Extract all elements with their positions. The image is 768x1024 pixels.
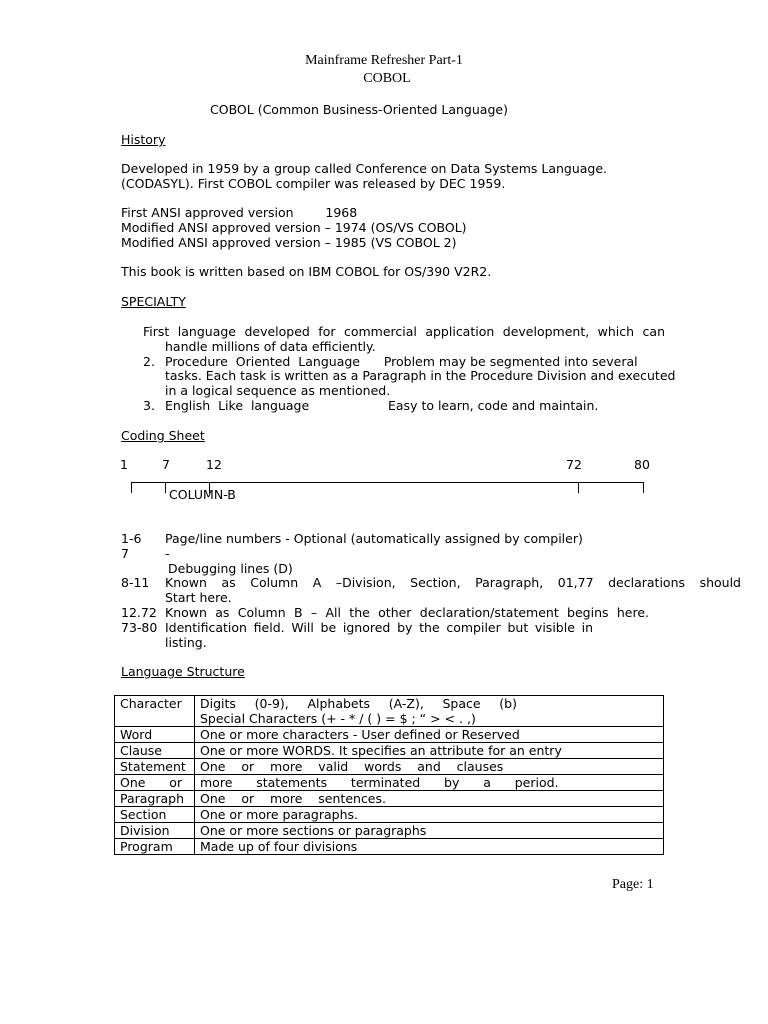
language-structure-table <box>114 695 664 855</box>
doc-subtitle: COBOL <box>363 71 411 86</box>
column-marker-7: 7 <box>162 457 170 472</box>
specialty-item-1-line-2: handle millions of data efficiently. <box>165 339 376 354</box>
definition-word: Alphabets <box>307 696 371 711</box>
entry-range: 73-80 <box>121 620 158 635</box>
entry-text: Known as Column B – All the other declaration/statement begins here. <box>165 605 649 620</box>
term-cell: Statement <box>115 759 195 775</box>
specialty-item-3-label: English Like language <box>165 398 310 413</box>
definition-cell: One or more WORDS. It specifies an attribute for an entry <box>195 743 664 759</box>
definition-cell: Made up of four divisions <box>195 839 664 855</box>
definition-cell: One or more sections or paragraphs <box>195 823 664 839</box>
ruler-tick-7 <box>165 482 166 493</box>
definition-cell: One or more characters - User defined or Reserved <box>195 727 664 743</box>
entry-text: - <box>165 546 170 561</box>
specialty-item-1-line-1: First language developed for commercial application development, which can <box>143 324 665 339</box>
term-cell: Word <box>115 727 195 743</box>
term-cell: Clause <box>115 743 195 759</box>
definition-word: (A-Z), <box>388 696 424 711</box>
column-marker-12: 12 <box>206 457 222 472</box>
term-cell: Character <box>115 696 195 727</box>
definition-line: Special Characters (+ - * / ( ) = $ ; “ > < . ,) <box>200 711 476 726</box>
term-cell: One or <box>115 775 195 791</box>
version-3: Modified ANSI approved version – 1985 (VS COBOL 2) <box>121 235 457 250</box>
coding-sheet-heading: Coding Sheet <box>121 428 205 443</box>
ruler-tick-1 <box>131 482 132 493</box>
definition-cell: One or more valid words and clauses <box>195 759 664 775</box>
table-row <box>115 743 664 759</box>
definition-cell <box>195 696 664 727</box>
table-row <box>115 791 664 807</box>
specialty-item-2-number: 2. <box>143 354 155 369</box>
entry-text: Start here. <box>165 590 232 605</box>
term-cell: Division <box>115 823 195 839</box>
definition-line <box>200 696 663 711</box>
page-number: Page: 1 <box>612 877 654 892</box>
specialty-item-3-desc: Easy to learn, code and maintain. <box>388 398 599 413</box>
version-1: First ANSI approved version 1968 <box>121 205 358 220</box>
definition-word: (0-9), <box>254 696 289 711</box>
table-row <box>115 775 664 791</box>
language-structure-heading: Language Structure <box>121 664 245 679</box>
entry-text: Known as Column A –Division, Section, Paragraph, 01,77 declarations should <box>165 575 741 590</box>
column-marker-72: 72 <box>566 457 582 472</box>
specialty-item-2-line-1: Procedure Oriented Language Problem may be segmented into several <box>165 354 638 369</box>
term-cell: Program <box>115 839 195 855</box>
doc-title: Mainframe Refresher Part-1 <box>305 53 463 68</box>
column-marker-1: 1 <box>120 457 128 472</box>
definition-word: Space <box>442 696 481 711</box>
entry-range: 7 <box>121 546 129 561</box>
intro-line: COBOL (Common Business-Oriented Language) <box>210 102 508 117</box>
table-row <box>115 839 664 855</box>
specialty-item-3-number: 3. <box>143 398 155 413</box>
ruler-tick-80 <box>643 482 644 493</box>
entry-text: listing. <box>165 635 207 650</box>
ruler-horizontal-line <box>131 482 644 483</box>
entry-text: Identification field. Will be ignored by the compiler but visible in <box>165 620 593 635</box>
specialty-item-2-line-3: in a logical sequence as mentioned. <box>165 383 391 398</box>
entry-text: Debugging lines (D) <box>168 561 293 576</box>
history-line-2: (CODASYL). First COBOL compiler was released by DEC 1959. <box>121 176 506 191</box>
entry-range: 8-11 <box>121 575 150 590</box>
definition-word: (b) <box>499 696 517 711</box>
history-heading: History <box>121 132 166 147</box>
term-cell: Paragraph <box>115 791 195 807</box>
column-b-label: COLUMN-B <box>169 487 236 502</box>
ruler-tick-72 <box>578 482 579 493</box>
term-cell: Section <box>115 807 195 823</box>
table-row <box>115 823 664 839</box>
version-2: Modified ANSI approved version – 1974 (OS/VS COBOL) <box>121 220 467 235</box>
history-line-1: Developed in 1959 by a group called Conference on Data Systems Language. <box>121 161 608 176</box>
table-row <box>115 696 664 727</box>
entry-range: 1-6 <box>121 531 142 546</box>
table-row <box>115 727 664 743</box>
table-row <box>115 759 664 775</box>
entry-text: Page/line numbers - Optional (automatically assigned by compiler) <box>165 531 583 546</box>
table-row <box>115 807 664 823</box>
specialty-item-2-line-2: tasks. Each task is written as a Paragraph in the Procedure Division and executed <box>165 368 676 383</box>
definition-cell: One or more paragraphs. <box>195 807 664 823</box>
definition-cell: One or more sentences. <box>195 791 664 807</box>
definition-cell: more statements terminated by a period. <box>195 775 664 791</box>
definition-word: Digits <box>200 696 236 711</box>
column-marker-80: 80 <box>634 457 650 472</box>
specialty-heading: SPECIALTY <box>121 294 186 309</box>
entry-range: 12.72 <box>121 605 157 620</box>
book-note: This book is written based on IBM COBOL for OS/390 V2R2. <box>121 264 492 279</box>
